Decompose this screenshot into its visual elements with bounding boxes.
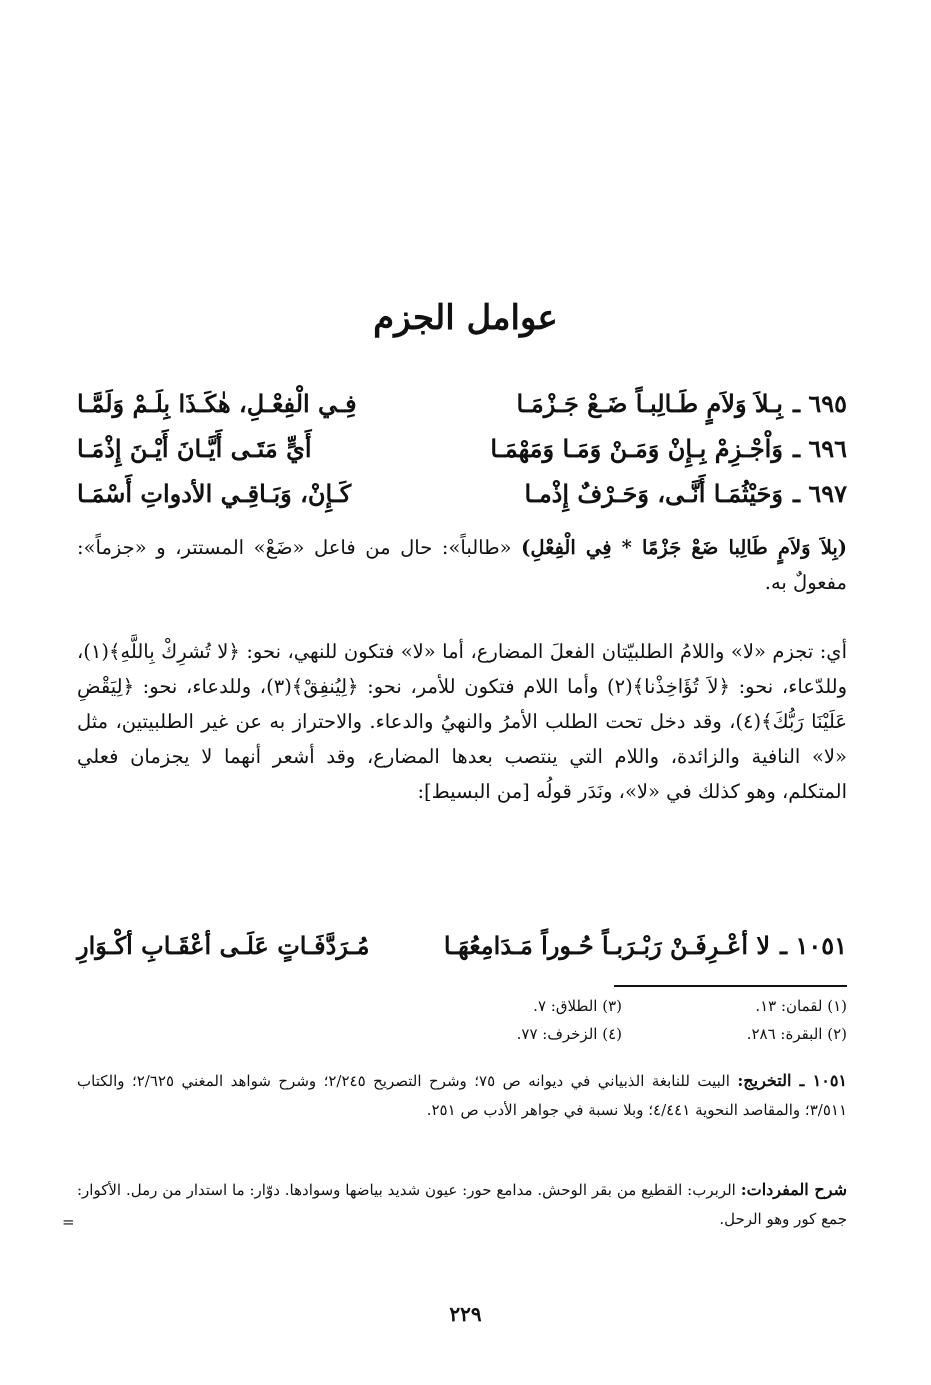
verse-first-hemistich: [517, 389, 848, 418]
verse-696: [77, 428, 847, 468]
verse-number: ١٠٥١ ـ: [780, 930, 847, 960]
verse-697: [77, 473, 847, 513]
verse-first-hemistich: [524, 479, 847, 508]
verse-sadr-text: بِـلاَ وَلاَمٍ طَـالِبـاً ضَـعْ جَـزْمَـا: [516, 388, 783, 418]
verse-number: ٦٩٦ ـ: [792, 433, 847, 463]
footnote-2: (٢) البقرة: ٢٨٦.: [746, 1025, 847, 1043]
vocabulary-text: الربرب: القطيع من بقر الوحش. مدامع حور: عيون شديد بياضها وسوادها. دوّار: ما استدار من رمل. الأكوار: جمع كور وهو الرحل.: [77, 1181, 847, 1228]
verse-sadr-text: وَحَيْثُمَـا أَنَّـى، وَحَـرْفٌ إِذْمـا: [524, 478, 783, 508]
footnote-4: (٤) الزخرف: ٧٧.: [516, 1025, 622, 1043]
footnote-3: (٣) الطلاق: ٧.: [533, 997, 622, 1015]
chapter-title: عوامل الجزم: [373, 298, 558, 338]
takhrij-label: ١٠٥١ ـ التخريج:: [737, 1071, 847, 1090]
vocabulary-label: شرح المفردات:: [740, 1180, 847, 1199]
vocabulary-footnote: [77, 1175, 847, 1234]
verse-number: ٦٩٥ ـ: [792, 388, 847, 418]
shahid-verse: [77, 925, 847, 965]
footnote-references: [387, 993, 847, 1047]
verse-695: [77, 383, 847, 423]
verse-second-hemistich: أَيٍّ مَتَـى أَيَّـانَ أَيْـنَ إِذْمَـا: [77, 433, 312, 463]
explanation-text: «طالباً»: حال من فاعل «ضَعْ» المستتر، و «جزماً»: مفعولٌ به.: [77, 536, 847, 594]
continuation-mark: =: [62, 1213, 75, 1231]
verse-second-hemistich: مُـرَدَّفَـاتٍ عَلَـى أعْقَـابِ أكْـوَارِ: [77, 930, 370, 960]
quoted-verse: (بِلاَ وَلاَمٍ طَالِبا ضَعْ جَزْمًا * فِي الْفِعْلِ): [521, 536, 847, 559]
takhrij-footnote: [77, 1066, 847, 1125]
verse-sadr-text: لا أعْـرِفَـنْ رَبْـرَبـاً حُـوراً مَـدَامِعُهَـا: [443, 930, 771, 960]
footnote-1: (١) لقمان: ١٣.: [755, 997, 847, 1015]
verse-explanation: [77, 530, 847, 600]
verse-first-hemistich: [444, 931, 847, 960]
verse-number: ٦٩٧ ـ: [792, 478, 847, 508]
verse-sadr-text: وَاْجْـزِمْ بِـإِنْ وَمَـنْ وَمَـا وَمَهْمَـا: [490, 433, 783, 463]
verse-second-hemistich: كَـإِنْ، وَبَـاقِـي الأدواتِ أَسْمَـا: [77, 478, 352, 508]
page-number: ٢٢٩: [449, 1302, 482, 1326]
commentary-paragraph: أي: تجزم «لا» واللامُ الطلبيّتان الفعلَ المضارع، أما «لا» فتكون للنهي، نحو: ﴿لا تُشرِكْ بِاللَّهِ﴾(١)، وللدّعاء، نحو: ﴿لاَ تُؤَاخِذْنا﴾(٢) وأما اللام فتكون للأمر، نحو: ﴿لِيُنفِقْ﴾(٣)، وللدعاء، نحو: ﴿لِيَقْضِ عَلَيْنَا رَبُّكَ﴾(٤)، وقد دخل تحت الطلب الأمرُ والنهيُ والدعاء. والاحتراز به عن غير الطلبيتين، مثل «لا» النافية والزائدة، واللام التي ينتصب بعدها المضارع، وقد أشعر أنهما لا يجزمان فعلي المتكلم، وهو كذلك في «لا»، ونَدَر قولُه [من البسيط]:: [77, 640, 848, 803]
footnote-divider: [614, 985, 847, 987]
verse-first-hemistich: [490, 434, 847, 463]
takhrij-text: البيت للنابغة الذبياني في ديوانه ص ٧٥؛ وشرح التصريح ٢/٢٤٥؛ وشرح شواهد المغني ٢/٦٢٥؛ والكتاب ٣/٥١١؛ والمقاصد النحوية ٤/٤٤١؛ وبلا نسبة في جواهر الأدب ص ٢٥١.: [77, 1072, 847, 1119]
verse-second-hemistich: فِـي الْفِعْـلِ، هٰكَـذَا بِلَـمْ وَلَمَّـا: [77, 388, 357, 418]
